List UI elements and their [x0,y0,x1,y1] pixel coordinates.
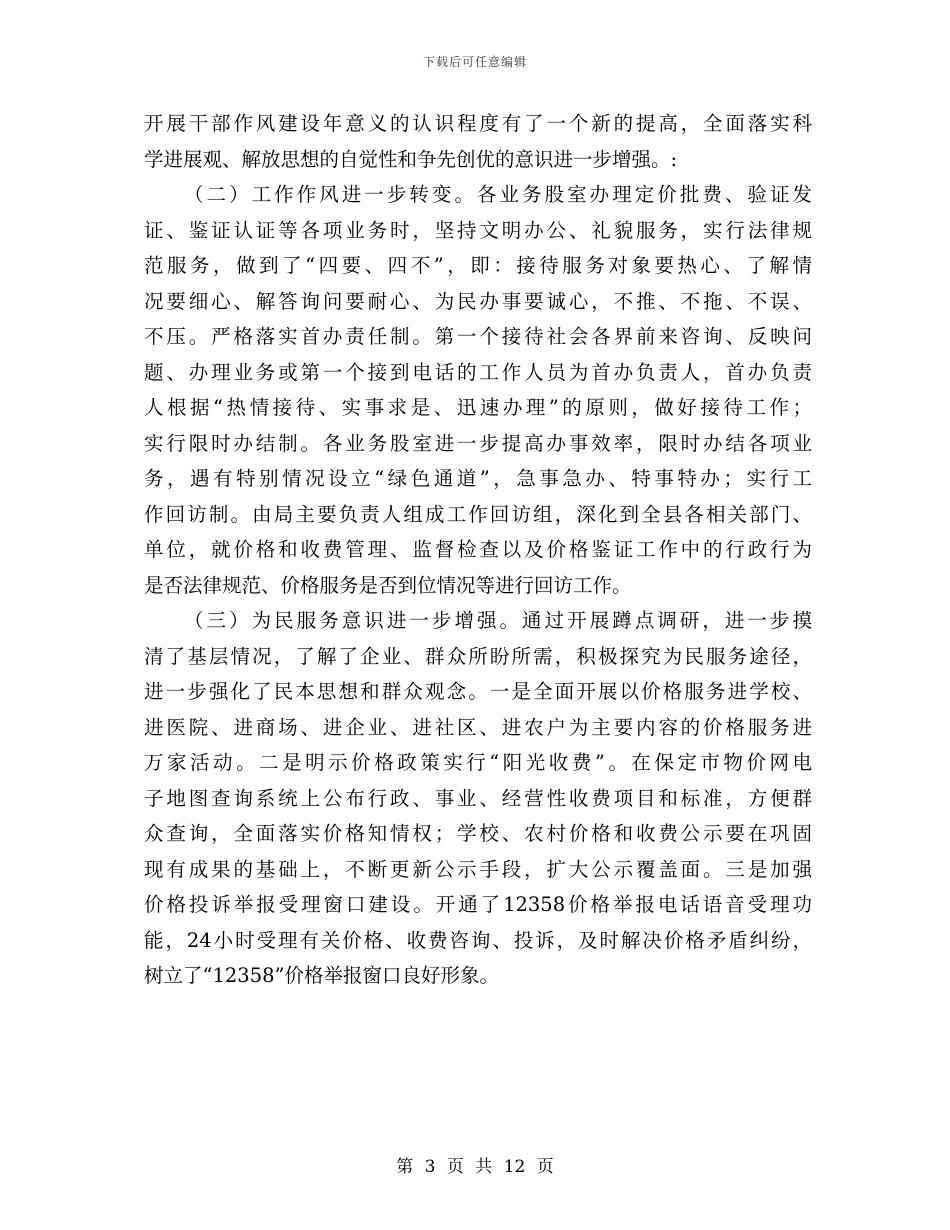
text-line: 题、办理业务或第一个接到电话的工作人员为首办负责人，首办负责 [144,360,812,384]
text-line: 清了基层情况，了解了企业、群众所盼所需，积极探究为民服务途径， [144,644,812,668]
text-line: 是否法律规范、价格服务是否到位情况等进行回访工作。 [144,573,632,597]
text-line: 况要细心、解答询问要耐心、为民办事要诚心，不推、不拖、不误、 [144,289,812,313]
text-line: 能，24小时受理有关价格、收费咨询、投诉，及时解决价格矛盾纠纷， [144,928,812,952]
text-line: 学进展观、解放思想的自觉性和争先创优的意识进一步增强。: [144,147,678,171]
text-line: 不压。严格落实首办责任制。第一个接待社会各界前来咨询、反映问 [144,325,812,348]
text-line: 现有成果的基础上，不断更新公示手段，扩大公示覆盖面。三是加强 [144,857,812,881]
text-line: 子地图查询系统上公布行政、事业、经营性收费项目和标准，方便群 [144,786,812,810]
text-line: 作回访制。由局主要负责人组成工作回访组，深化到全县各相关部门、 [144,502,812,526]
text-line: 务，遇有特别情况设立“绿色通道”，急事急办、特事特办；实行工 [144,467,812,490]
document-body [144,106,812,994]
text-line: 实行限时办结制。各业务股室进一步提高办事效率，限时办结各项业 [144,431,812,455]
text-line: 人根据“热情接待、实事求是、迅速办理”的原则，做好接待工作； [144,396,812,419]
page-footer: 第 3 页 共 12 页 [396,1157,554,1177]
text-line: 进医院、进商场、进企业、进社区、进农户为主要内容的价格服务进 [144,715,812,739]
paragraph-start-line: （二）工作作风进一步转变。各业务股室办理定价批费、验证发 [184,183,812,206]
text-line: 众查询，全面落实价格知情权；学校、农村价格和收费公示要在巩固 [144,822,812,845]
text-line: 万家活动。二是明示价格政策实行“阳光收费”。在保定市物价网电 [144,751,812,774]
text-line: 单位，就价格和收费管理、监督检查以及价格鉴证工作中的行政行为 [144,538,812,561]
text-line: 进一步强化了民本思想和群众观念。一是全面开展以价格服务进学校、 [144,680,812,703]
text-line: 价格投诉举报受理窗口建设。开通了12358价格举报电话语音受理功 [144,893,812,916]
text-line: 开展干部作风建设年意义的认识程度有了一个新的提高，全面落实科 [144,112,812,135]
text-line: 证、鉴证认证等各项业务时，坚持文明办公、礼貌服务，实行法律规 [144,218,812,242]
page-header: 下载后可任意编辑 [422,55,527,69]
text-line: 范服务，做到了“四要、四不”，即：接待服务对象要热心、了解情 [144,254,812,277]
text-line: 树立了“12358”价格举报窗口良好形象。 [144,964,499,987]
paragraph-start-line: （三）为民服务意识进一步增强。通过开展蹲点调研，进一步摸 [184,609,812,632]
